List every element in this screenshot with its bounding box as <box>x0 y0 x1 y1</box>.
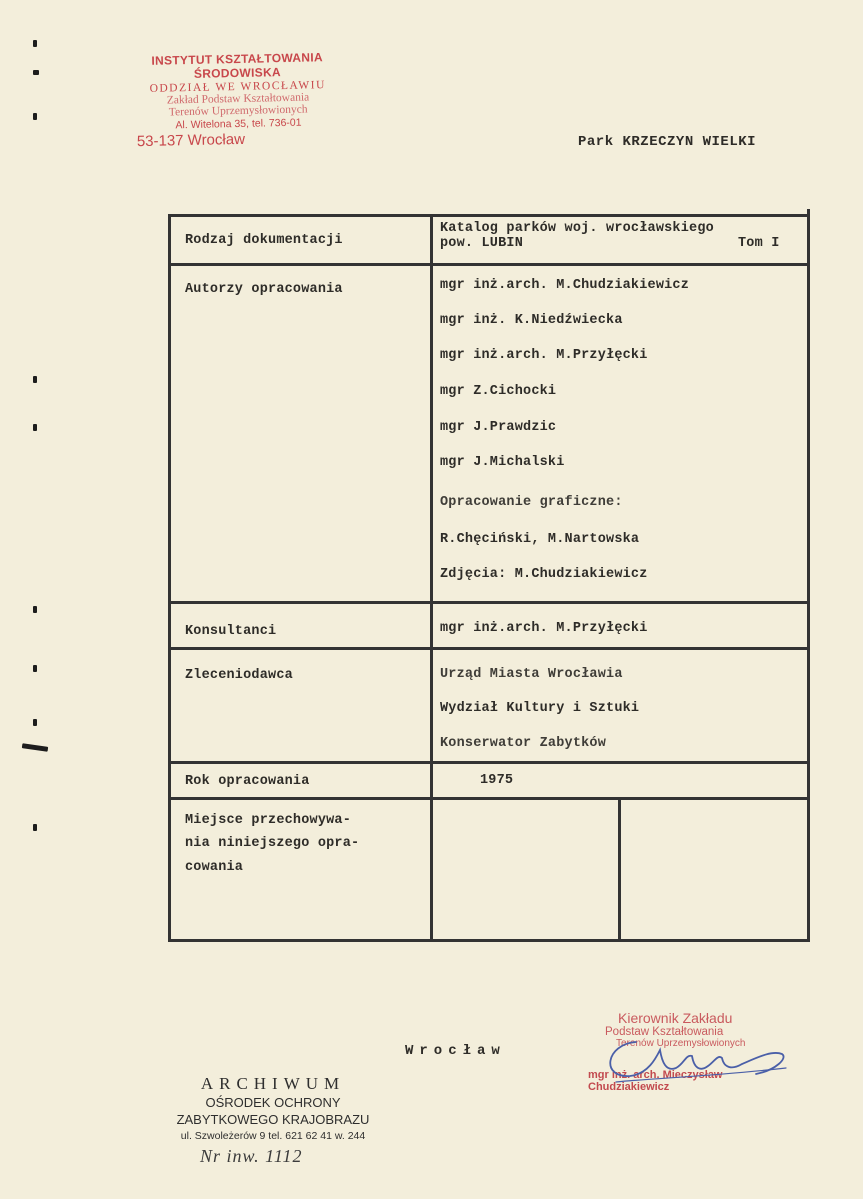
graphics-authors: R.Chęciński, M.Nartowska <box>440 532 640 547</box>
doc-type-line1: Katalog parków woj. wrocławskiego <box>440 221 714 236</box>
table-border <box>168 939 810 942</box>
table-row-divider <box>168 601 810 604</box>
label-doc-type: Rodzaj dokumentacji <box>185 233 343 248</box>
author-item: mgr inż.arch. M.Chudziakiewicz <box>440 278 690 293</box>
label-storage: nia niniejszego opra- <box>185 836 360 851</box>
author-item: mgr J.Michalski <box>440 455 565 470</box>
institute-stamp <box>117 49 359 150</box>
doc-type-volume: Tom I <box>738 236 780 251</box>
city-name: Wrocław <box>405 1043 506 1059</box>
table-row-divider <box>168 647 810 650</box>
margin-mark <box>22 743 48 752</box>
label-authors: Autorzy opracowania <box>185 282 343 297</box>
inventory-number: Nr inw. 1112 <box>200 1146 303 1166</box>
archive-line: OŚRODEK OCHRONY <box>205 1095 341 1110</box>
archive-line: ARCHIWUM <box>200 1074 346 1093</box>
table-border <box>807 209 810 942</box>
label-storage: cowania <box>185 860 244 875</box>
table-row-divider <box>168 797 810 800</box>
table-column-divider <box>618 797 621 942</box>
author-item: mgr inż.arch. M.Przyłęcki <box>440 348 648 363</box>
stamp-line: Kierownik Zakładu <box>618 1010 733 1026</box>
label-storage: Miejsce przechowywa- <box>185 813 352 828</box>
stamp-line: INSTYTUT KSZTAŁTOWANIA ŚRODOWISKA <box>151 50 324 81</box>
margin-mark <box>33 376 37 383</box>
margin-mark <box>33 824 37 831</box>
consultant-value: mgr inż.arch. M.Przyłęcki <box>440 621 648 636</box>
doc-type-county: pow. LUBIN <box>440 236 524 251</box>
margin-mark <box>33 719 37 726</box>
handwritten-signature <box>596 1028 806 1088</box>
archive-line: ZABYTKOWEGO KRAJOBRAZU <box>176 1112 370 1127</box>
year-value: 1975 <box>480 773 514 788</box>
documentation-table <box>168 209 810 942</box>
stamp-line: Al. Witelona 35, tel. 736-01 <box>175 116 302 132</box>
table-border <box>168 214 810 217</box>
table-border <box>168 214 171 942</box>
label-year: Rok opracowania <box>185 774 310 789</box>
margin-mark <box>33 665 37 672</box>
table-row-divider <box>168 761 810 764</box>
table-column-divider <box>430 214 433 942</box>
author-item: mgr inż. K.Niedźwiecka <box>440 313 623 328</box>
margin-mark <box>33 70 39 75</box>
graphics-label: Opracowanie graficzne: <box>440 495 623 510</box>
author-item: mgr Z.Cichocki <box>440 384 557 399</box>
stamp-line: Terenów Uprzemysłowionych <box>168 103 308 119</box>
stamp-line: ODDZIAŁ WE WROCŁAWIU <box>149 79 326 95</box>
archive-line: ul. Szwoleżerów 9 tel. 621 62 41 w. 244 <box>180 1130 366 1142</box>
stamp-line: Podstaw Kształtowania <box>605 1026 724 1038</box>
margin-mark <box>33 40 37 47</box>
photos-credit: Zdjęcia: M.Chudziakiewicz <box>440 567 648 582</box>
stamp-line: 53-137 Wrocław <box>136 130 246 151</box>
label-consultants: Konsultanci <box>185 624 277 639</box>
client-line: Wydział Kultury i Sztuki <box>440 701 640 716</box>
park-title: Park KRZECZYN WIELKI <box>578 134 757 150</box>
margin-mark <box>33 113 37 120</box>
client-line: Urząd Miasta Wrocławia <box>440 667 623 682</box>
margin-mark <box>33 424 37 431</box>
author-item: mgr J.Prawdzic <box>440 420 557 435</box>
table-row-divider <box>168 263 810 266</box>
stamp-line: Terenów Uprzemysłowionych <box>616 1038 746 1049</box>
margin-mark <box>33 606 37 613</box>
stamp-name: mgr inż. arch. Mieczysław Chudziakiewicz <box>588 1069 723 1093</box>
stamp-line: Zakład Podstaw Kształtowania <box>166 91 310 107</box>
label-client: Zleceniodawca <box>185 668 293 683</box>
archive-stamp <box>168 1074 378 1142</box>
client-line: Konserwator Zabytków <box>440 736 607 751</box>
